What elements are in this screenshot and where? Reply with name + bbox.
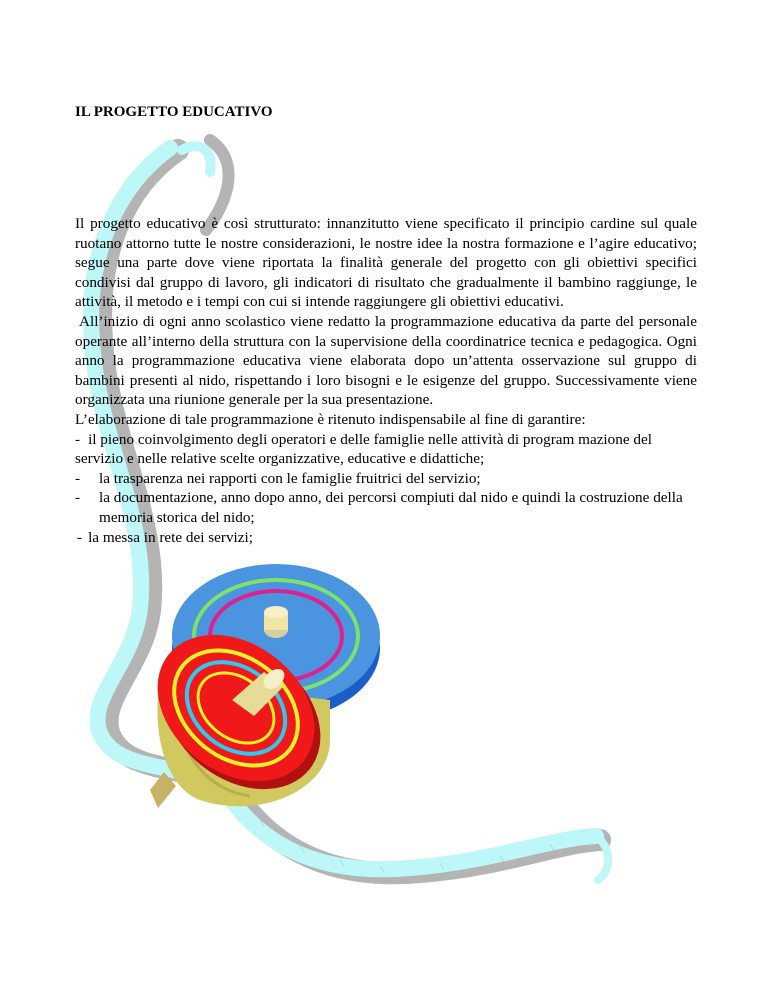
bullet-dash: - [77,528,83,546]
paragraph-garantire: L’elaborazione di tale programmazione è ritenuto indispensabile al fine di garantire: [75,410,586,428]
list-item-text: la messa in rete dei servizi; [88,528,253,546]
document-body [75,214,697,547]
page-title: IL PROGETTO EDUCATIVO [75,104,273,120]
bullet-dash: - [75,469,81,487]
bullet-list [75,430,697,548]
list-item [75,528,697,548]
bullet-dash: - [75,430,81,448]
list-item-text: il pieno coinvolgimento degli operatori e delle famiglie nelle attività di program mazione del servizio e nelle relative scelte organizzative, educative e didattiche; [75,430,652,468]
bullet-dash: - [75,489,81,507]
paragraph-intro: Il progetto educativo è così strutturato: innanzitutto viene specificato il principio cardine sul quale ruotano attorno tutte le nostre considerazioni, le nostre idee la nostra formazione e l’agire educativo; segue una parte dove viene riportata la finalità generale del progetto con gli obiettivi specifici condivisi dal gruppo di lavoro, gli indicatori di risultato che gradualmente il bambino raggiunge, le attività, il metodo e i tempi con cui si intende raggiungere gli obiettivi educativi. [75,215,697,311]
paragraph-programmazione: All’inizio di ogni anno scolastico viene redatto la programmazione educativa da parte del personale operante all’interno della struttura con la supervisione della coordinatrice tecnica e pedagogica. Ogni anno la programmazione educativa viene elaborata dopo un’attenta osservazione sul gruppo di bambini presenti al nido, rispettando i loro bisogni e le esigenze del gruppo. Successivamente viene organizzata una riunione generale per la sua presentazione. [75,312,697,409]
list-item-text: la trasparenza nei rapporti con le famiglie fruitrici del servizio; [99,469,481,487]
list-item [75,430,697,469]
list-item [75,469,697,489]
list-item [75,488,697,527]
list-item-text: la documentazione, anno dopo anno, dei percorsi compiuti dal nido e quindi la costruzione della memoria storica del nido; [99,489,683,526]
